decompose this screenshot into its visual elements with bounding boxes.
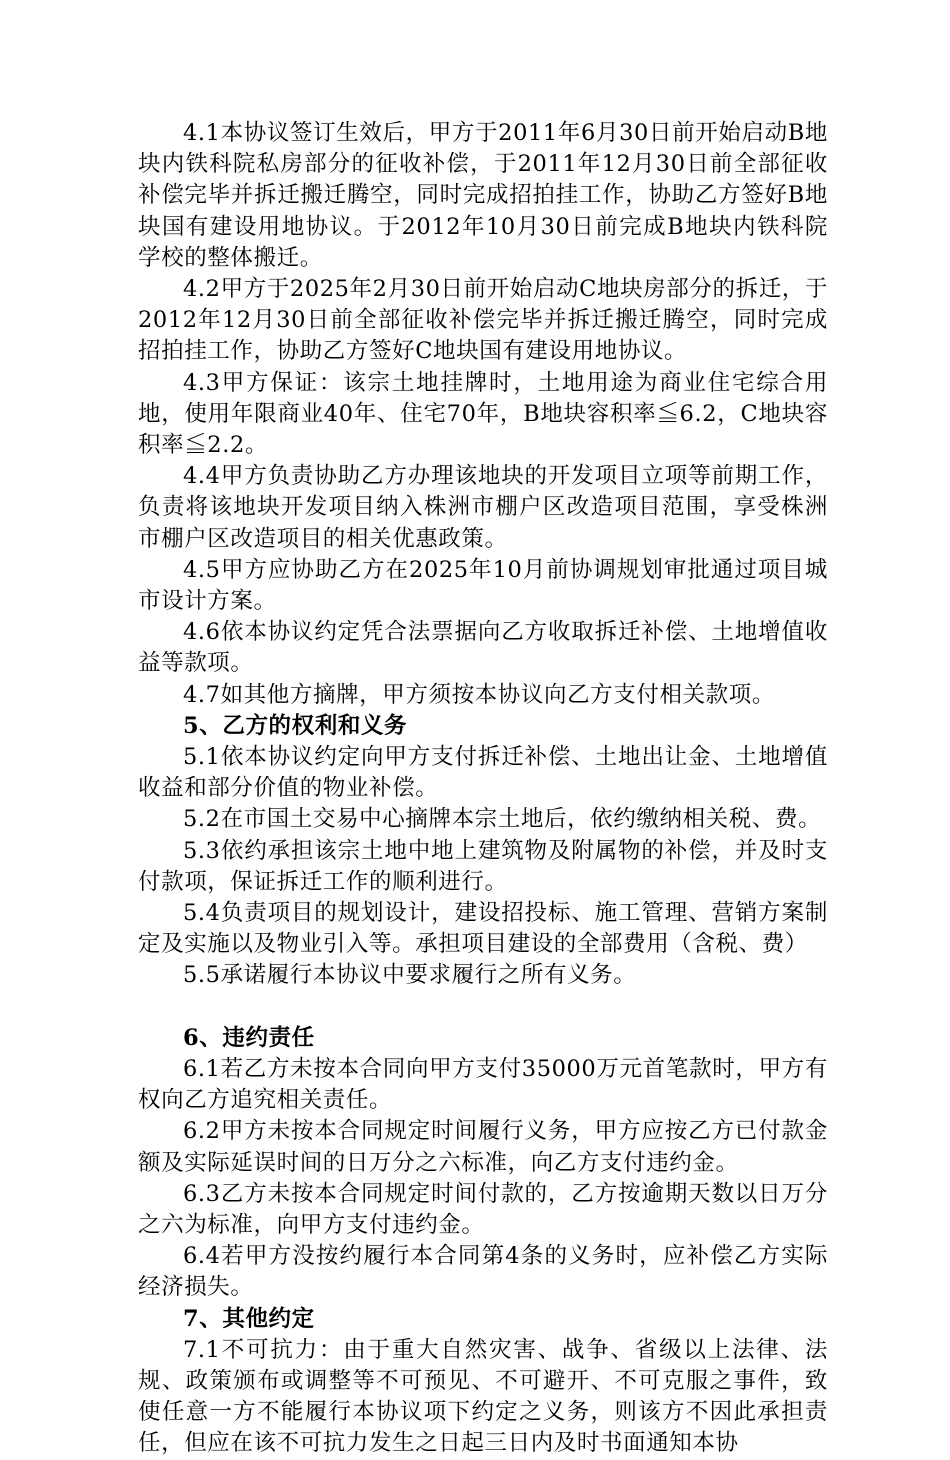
clause-6-2: 6.2甲方未按本合同规定时间履行义务，甲方应按乙方已付款金额及实际延误时间的日万分之六标准，向乙方支付违约金。 <box>138 1118 828 1176</box>
clause-5-4: 5.4负责项目的规划设计，建设招投标、施工管理、营销方案制定及实施以及物业引入等。承担项目建设的全部费用（含税、费） <box>138 900 828 958</box>
clause-5-2: 5.2在市国土交易中心摘牌本宗土地后，依约缴纳相关税、费。 <box>183 806 822 833</box>
clause-4-7: 4.7如其他方摘牌，甲方须按本协议向乙方支付相关款项。 <box>183 681 775 708</box>
clause-4-2: 4.2甲方于2025年2月30日前开始启动C地块房部分的拆迁，于2012年12月30日前全部征收补偿完毕并拆迁搬迁腾空，同时完成招拍挂工作，协助乙方签好C地块国有建设用地协议。 <box>138 276 828 365</box>
clause-5-1: 5.1依本协议约定向甲方支付拆迁补偿、土地出让金、土地增值收益和部分价值的物业补偿。 <box>138 744 828 802</box>
clause-7-1: 7.1不可抗力：由于重大自然灾害、战争、省级以上法律、法规、政策颁布或调整等不可预见、不可避开、不可克服之事件，致使任意一方不能履行本协议项下约定之义务，则该方不因此承担责任，但应在该不可抗力发生之日起三日内及时书面通知本协 <box>138 1336 828 1457</box>
clause-5-5: 5.5承诺履行本协议中要求履行之所有义务。 <box>183 962 637 989</box>
blank-line <box>138 992 828 1023</box>
clause-4-3: 4.3甲方保证：该宗土地挂牌时，土地用途为商业住宅综合用地，使用年限商业40年、住宅70年，B地块容积率≦6.2，C地块容积率≦2.2。 <box>138 369 828 459</box>
clause-4-6: 4.6依本协议约定凭合法票据向乙方收取拆迁补偿、土地增值收益等款项。 <box>138 619 828 677</box>
section-7-heading: 7、其他约定 <box>183 1305 315 1332</box>
clause-6-4: 6.4若甲方没按约履行本合同第4条的义务时，应补偿乙方实际经济损失。 <box>138 1243 828 1301</box>
clause-4-1: 4.1本协议签订生效后，甲方于2011年6月30日前开始启动B地块内铁科院私房部分的征收补偿，于2011年12月30日前全部征收补偿完毕并拆迁搬迁腾空，同时完成招拍挂工作，协助乙方签好B地块国有建设用地协议。于2012年10月30日前完成B地块内铁科院学校的整体搬迁。 <box>138 120 828 271</box>
clause-4-5: 4.5甲方应协助乙方在2025年10月前协调规划审批通过项目城市设计方案。 <box>138 556 828 615</box>
document-body <box>138 118 828 1460</box>
clause-6-3: 6.3乙方未按本合同规定时间付款的，乙方按逾期天数以日万分之六为标准，向甲方支付违约金。 <box>138 1180 828 1238</box>
section-6-heading: 6、违约责任 <box>183 1024 315 1051</box>
clause-5-3: 5.3依约承担该宗土地中地上建筑物及附属物的补偿，并及时支付款项，保证拆迁工作的顺利进行。 <box>138 837 828 895</box>
section-5-heading: 5、乙方的权利和义务 <box>183 712 408 739</box>
clause-6-1: 6.1若乙方未按本合同向甲方支付35000万元首笔款时，甲方有权向乙方追究相关责任。 <box>138 1055 828 1114</box>
clause-4-4: 4.4甲方负责协助乙方办理该地块的开发项目立项等前期工作，负责将该地块开发项目纳入株洲市棚户区改造项目范围，享受株洲市棚户区改造项目的相关优惠政策。 <box>138 463 828 552</box>
